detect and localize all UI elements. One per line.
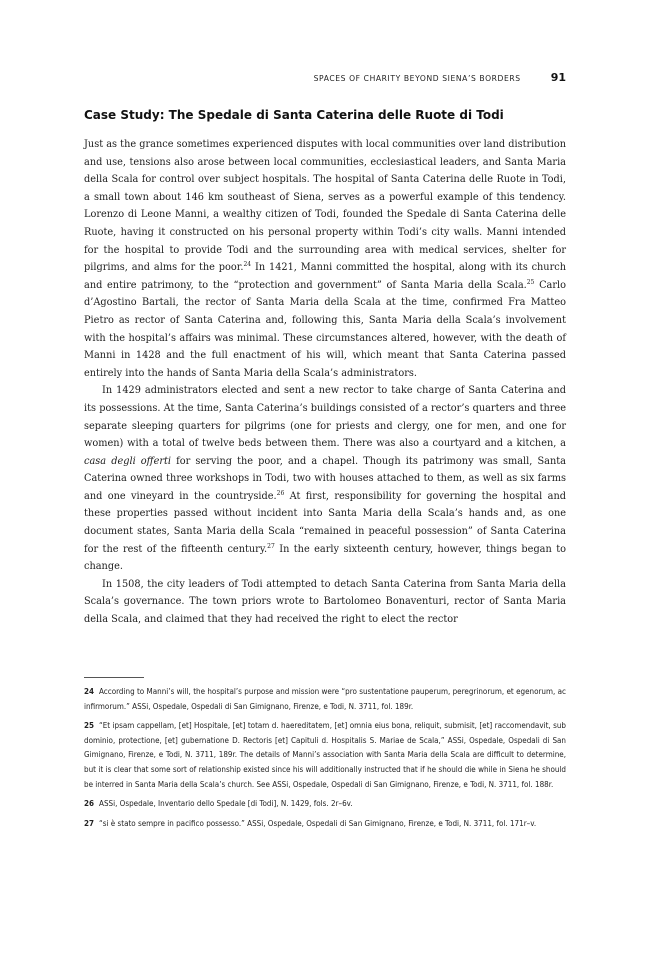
footnote-number: 26: [84, 799, 95, 809]
body-text: [84, 136, 566, 629]
footnotes: [84, 685, 566, 836]
footnote: [84, 817, 566, 832]
paragraph-2: [84, 382, 566, 576]
paragraph-3: [84, 576, 566, 629]
footnote-divider: [84, 677, 144, 678]
paragraph-2-text-a: In 1429 administrators elected and sent a new rector to take charge of Santa Caterina and its possessions. At the time, Santa Caterina’s buildings consisted of a rector’s quarters and three separate sleeping quarters for pilgrims (one for priests and clergy, one for men, and one for women) with a total of twelve beds between them. There was also a courtyard and a kitchen, a: [84, 385, 566, 450]
footnote: [84, 685, 566, 714]
footnote-number: 24: [84, 687, 95, 696]
paragraph-1: [84, 136, 566, 382]
italic-term: casa degli offerti: [84, 455, 172, 467]
running-title: SPACES OF CHARITY BEYOND SIENA’S BORDERS: [313, 74, 521, 83]
footnote-ref-26[interactable]: 26: [276, 489, 285, 497]
running-head: [84, 71, 566, 84]
footnote-number: 25: [84, 721, 95, 731]
footnote-ref-27[interactable]: 27: [267, 542, 275, 550]
footnote: [84, 719, 566, 792]
paragraph-2-text-b: for serving the poor, and a chapel. Though its patrimony was small, Santa Caterina owned three workshops in Todi, two with houses attached to them, as well as six farms and one vineyard in the countryside.: [84, 455, 566, 502]
section-title: Case Study: The Spedale di Santa Caterina delle Ruote di Todi: [84, 108, 504, 122]
paragraph-3-text: In 1508, the city leaders of Todi attempted to detach Santa Caterina from Santa Maria della Scala’s governance. The town priors wrote to Bartolomeo Bonaventuri, rector of Santa Maria della Scala, and claimed that they had received the right to elect the rector: [84, 578, 566, 626]
paragraph-2-text-c: At first, responsibility for governing the hospital and these properties passed without incident into Santa Maria della Scala’s hands and, as one document states, Santa Maria della Scala “remained in peaceful possession” of Santa Caterina for the rest of the fifteenth century.: [84, 490, 566, 555]
footnote-number: 27: [84, 818, 95, 828]
paragraph-1-text-b: In 1421, Manni committed the hospital, along with its church and entire patrimony, to the “protection and government” of Santa Maria della Scala.: [84, 262, 566, 291]
paragraph-1-text-c: Carlo d’Agostino Bartali, the rector of Santa Maria della Scala at the time, confirmed Fra Matteo Pietro as rector of Santa Caterina and, following this, Santa Maria della Scala’s involvement with the hospital’s affairs was minimal. These circumstances altered, however, with the death of Manni in 1428 and the full enactment of his will, which meant that Santa Caterina passed entirely into the hands of Santa Maria della Scala’s administrators.: [84, 279, 566, 379]
footnote-ref-25[interactable]: 25: [526, 278, 535, 286]
footnote: [84, 797, 566, 812]
page-number: 91: [550, 71, 566, 84]
footnote-ref-24[interactable]: 24: [243, 261, 252, 269]
paragraph-2-text-d: In the early sixteenth century, however, things began to change.: [84, 543, 566, 573]
footnote-text: ASSi, Ospedale, Inventario dello Spedale [di Todi], N. 1429, fols. 2r–6v.: [99, 799, 353, 809]
footnote-text: “si è stato sempre in pacifico possesso.” ASSi, Ospedale, Ospedali di San Gimignano, Firenze, e Todi, N. 3711, fol. 171r–v.: [99, 818, 537, 828]
footnote-text: According to Manni’s will, the hospital’s purpose and mission were “pro sustentatione pauperum, peregrinorum, et egenorum, ac infirmorum.” ASSi, Ospedale, Ospedali di San Gimignano, Firenze, e Todi, N. 3711, fol. 189r.: [84, 687, 566, 711]
footnote-text: “Et ipsam cappellam, [et] Hospitale, [et] totam d. haereditatem, [et] omnia eius bona, reliquit, submisit, [et] raccomendavit, sub dominio, protectione, [et] gubernatione D. Rectoris [et] Capituli d. Hospitalis S. Mariae de Scala,” ASSi, Ospedale, Ospedali di San Gimignano, Firenze, e Todi, N. 3711, 189r. The details of Manni’s association with Santa Maria della Scala are difficult to determine, but it is clear that some sort of relationship existed since his will additionally instructed that if he should die while in Siena he should be interred in Santa Maria della Scala’s church. See ASSi, Ospedale, Ospedali di San Gimignano, Firenze, e Todi, N. 3711, fol. 188r.: [84, 721, 566, 789]
paragraph-1-text-a: Just as the grance sometimes experienced disputes with local communities over land distribution and use, tensions also arose between local communities, ecclesiastical leaders, and Santa Maria della Scala for control over subject hospitals. The hospital of Santa Caterina delle Ruote in Todi, a small town about 146 km southeast of Siena, serves as a powerful example of this tendency. Lorenzo di Leone Manni, a wealthy citizen of Todi, founded the Spedale di Santa Caterina delle Ruote, having it constructed on his personal property within Todi’s city walls. Manni intended for the hospital to provide Todi and the surrounding area with medical services, shelter for pilgrims, and alms for the poor.: [84, 139, 566, 274]
